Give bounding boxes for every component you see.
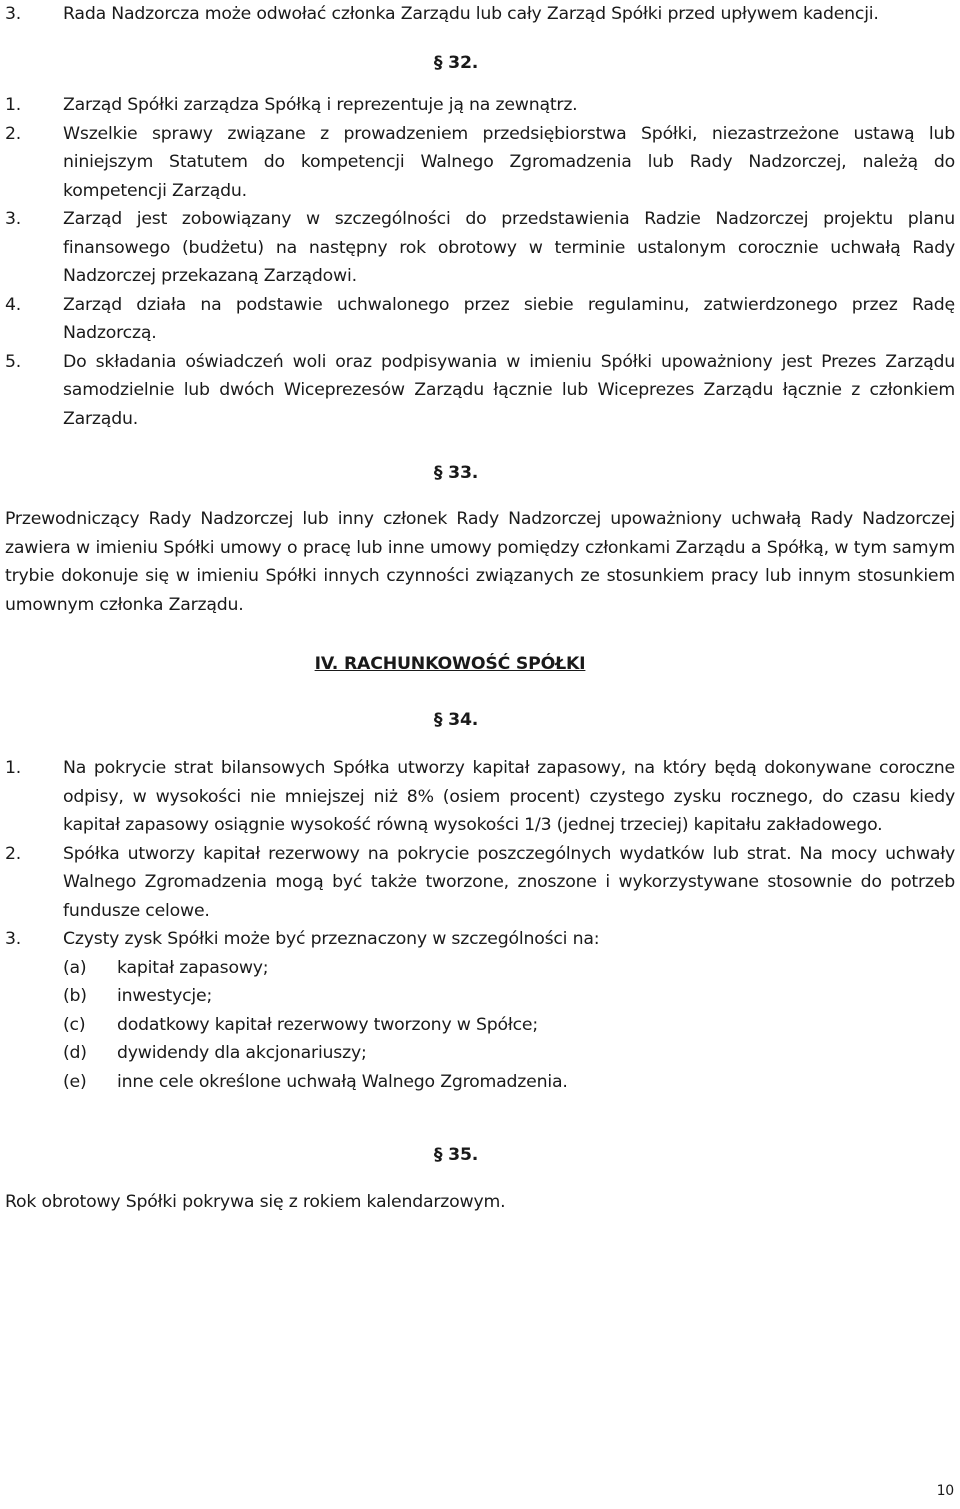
sub-list-item xyxy=(0,1068,955,1097)
list-item xyxy=(0,205,955,291)
sub-list-item xyxy=(0,1011,955,1040)
sub-list-item xyxy=(0,982,955,1011)
list-item xyxy=(0,348,955,434)
sub-list-item xyxy=(0,954,955,983)
chapter-title: IV. RACHUNKOWOŚĆ SPÓŁKI xyxy=(314,654,586,674)
list-item xyxy=(0,840,955,926)
section-heading-35: § 35. xyxy=(433,1145,479,1165)
list-item xyxy=(0,120,955,206)
item-text: Na pokrycie strat bilansowych Spółka utworzy kapitał zapasowy, na który będą dokonywane coroczne odpisy, w wysokości nie mniejszej niż 8% (osiem procent) czystego zysku rocznego, do czasu kiedy kapitał zapasowy osiągnie wysokość równą wysokości 1/3 (jednej trzeciej) kapitału zakładowego. xyxy=(63,758,955,835)
sub-item-text: inne cele określone uchwałą Walnego Zgromadzenia. xyxy=(117,1071,568,1092)
section-heading-32: § 32. xyxy=(433,53,479,73)
sub-item-label: (c) xyxy=(63,1014,86,1035)
sub-item-text: inwestycje; xyxy=(117,986,213,1006)
item-number: 4. xyxy=(5,294,22,315)
item-text: Zarząd Spółki zarządza Spółką i reprezentuje ją na zewnątrz. xyxy=(63,95,578,115)
item-text: Do składania oświadczeń woli oraz podpisywania w imieniu Spółki upoważniony jest Prezes Zarządu samodzielnie lub dwóch Wiceprezesów Zarządu łącznie lub Wiceprezes Zarządu łącznie z członkiem Zarządu. xyxy=(63,351,955,429)
item-number: 2. xyxy=(5,123,22,144)
paragraph-text: Rok obrotowy Spółki pokrywa się z rokiem kalendarzowym. xyxy=(5,1192,506,1212)
section-32-list xyxy=(0,91,955,433)
item-number: 5. xyxy=(5,351,22,372)
sub-item-label: (b) xyxy=(63,986,87,1006)
item-text: Wszelkie sprawy związane z prowadzeniem przedsiębiorstwa Spółki, niezastrzeżone ustawą lub niniejszym Statutem do kompetencji Walnego Zgromadzenia lub Rady Nadzorczej, należą do kompetencji Zarządu. xyxy=(63,123,955,201)
sub-item-label: (e) xyxy=(63,1071,87,1092)
list-item xyxy=(0,754,955,840)
list-item xyxy=(0,291,955,348)
list-item xyxy=(0,91,955,120)
section-heading-33: § 33. xyxy=(433,463,479,483)
item-number: 3. xyxy=(5,4,22,24)
item-number: 1. xyxy=(5,758,22,778)
item-number: 3. xyxy=(5,929,22,949)
sub-item-text: dodatkowy kapitał rezerwowy tworzony w Spółce; xyxy=(117,1014,538,1035)
sub-item-label: (a) xyxy=(63,957,87,978)
sub-item-label: (d) xyxy=(63,1043,87,1063)
section-33-paragraph xyxy=(0,505,955,619)
page-number: 10 xyxy=(936,1483,954,1499)
item-text: Spółka utworzy kapitał rezerwowy na pokrycie poszczególnych wydatków lub strat. Na mocy uchwały Walnego Zgromadzenia mogą być także tworzone, znoszone i wykorzystywane stosownie do potrzeb fundusze celowe. xyxy=(63,843,955,921)
item-number: 3. xyxy=(5,209,22,229)
paragraph-text: Przewodniczący Rady Nadzorczej lub inny członek Rady Nadzorczej upoważniony uchwałą Rady Nadzorczej zawiera w imieniu Spółki umowy o pracę lub inne umowy pomiędzy członkami Zarządu a Spółką, w tym samym trybie dokonuje się w imieniu Spółki innych czynności związanych ze stosunkiem pracy lub innym stosunkiem umownym członka Zarządu. xyxy=(5,509,955,615)
section-31-item-3 xyxy=(0,0,955,29)
item-number: 2. xyxy=(5,843,22,864)
item-text: Zarząd działa na podstawie uchwalonego przez siebie regulaminu, zatwierdzonego przez Radę Nadzorczą. xyxy=(63,294,955,343)
sub-item-text: kapitał zapasowy; xyxy=(117,957,269,978)
item-text: Zarząd jest zobowiązany w szczególności do przedstawienia Radzie Nadzorczej projektu planu finansowego (budżetu) na następny rok obrotowy w terminie ustalonym corocznie uchwałą Rady Nadzorczej przekazaną Zarządowi. xyxy=(63,209,955,286)
sub-item-text: dywidendy dla akcjonariuszy; xyxy=(117,1043,367,1063)
section-34-list xyxy=(0,754,955,1096)
item-number: 1. xyxy=(5,95,22,115)
item-text: Czysty zysk Spółki może być przeznaczony w szczególności na: xyxy=(63,929,600,949)
section-heading-34: § 34. xyxy=(433,710,479,730)
section-35-paragraph xyxy=(0,1188,955,1217)
sub-list-item xyxy=(0,1039,955,1068)
item-text: Rada Nadzorcza może odwołać członka Zarządu lub cały Zarząd Spółki przed upływem kadencji. xyxy=(63,4,879,24)
list-item xyxy=(0,925,955,954)
